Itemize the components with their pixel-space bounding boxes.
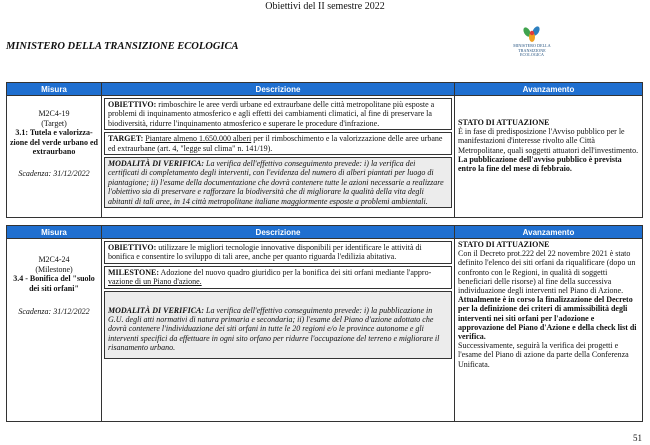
measure-type: (Milestone) [35,264,73,274]
measure-type: (Target) [41,118,67,128]
ministry-logo [512,24,552,58]
obiettivo-box [104,241,452,264]
avanzamento-cell-2 [455,239,643,422]
modalita-label: MODALITÀ DI VERIFICA: [108,305,205,315]
header-misura: Misura [7,226,102,239]
page-number: 51 [633,433,642,443]
milestone-label: MILESTONE: [108,267,159,277]
measure-deadline: Scadenza: 31/12/2022 [18,307,90,316]
obiettivo-text: utilizzare le migliori tecnologie innovative disponibili per identificare le attività di bonifica e consentire lo sviluppo di tali aree, anche per quanto riguarda l'edilizia abitativa. [108,243,422,262]
measure-code: M2C4-24 [38,255,70,264]
obiettivo-text: rimboschire le aree verdi urbane ed extraurbane delle città metropolitane più esposte a problemi di inquinamento atmosferico e agli effetti dei cambiamenti climatici, al fine di preservare la biodiversità, ridurre l'inquinamento atmosferico e superare le procedure d'infrazione. [108,100,435,128]
stato-bold: La pubblicazione dell'avviso pubblico è prevista entro la fine del mese di febbraio. [458,154,622,174]
avanzamento-cell-1 [455,96,643,218]
obiettivo-label: OBIETTIVO: [108,243,157,252]
stato-text-2-bold: è in corso la finalizzazione del Decreto per la definizione dei criteri di ammissibilità degli interventi nei siti orfani per l'adozione e approvazione del Piano d'Azione e della check list di verifica. [458,295,637,342]
modalita-label: MODALITÀ DI VERIFICA: [108,159,205,169]
page-header: Obiettivi del II semestre 2022 [265,1,385,12]
misura-cell-1 [7,96,102,218]
modalita-text: La verifica dell'effettivo conseguimento prevede: i) la verifica dei certificati di completamento degli interventi, con l'evidenza del numero di alberi piantati per luogo di piantagione; ii) l'esame della documentazione che dovrà contenere tutte le azioni necessarie a realizzare l'obiettivo sia di preservare e rafforzare la biodiversità che di migliorare la qualità della vita degli abitanti di tali aree, in 14 città metropolitane italiane maggiormente esposte a problemi ambientali. [108,159,444,206]
target-text: per il rimboschimento e la valorizzazione delle aree urbane ed extraurbane (art. 4, "legge sul clima" n. 141/19). [108,134,443,153]
header-descrizione: Descrizione [102,83,455,96]
header-avanzamento: Avanzamento [455,83,643,96]
milestone-text: Adozione del nuovo quadro giuridico per la bonifica dei siti orfani mediante l'appro- [160,267,432,277]
stato-label: STATO DI ATTUAZIONE [458,118,550,127]
obiettivo-label: OBIETTIVO: [108,100,157,109]
logo-text-1: MINISTERO DELLA [513,43,551,48]
milestone-underlined: vazione di un Piano d'azione. [108,277,202,287]
measure-table-2 [6,225,643,422]
logo-text-2: TRANSIZIONE ECOLOGICA [518,47,546,57]
target-box [104,132,452,155]
ministry-title: MINISTERO DELLA TRANSIZIONE ECOLOGICA [6,41,239,52]
header-misura: Misura [7,83,102,96]
stato-text-1: Con il Decreto prot.222 del 22 novembre 2021 è stato definito l'elenco dei siti orfani da riqualificare (dopo un confronto con le Regioni, in qualità di soggetti beneficiari delle risorse) al fine della successiva individuazione degli interventi nel Piano di Azione. [458,249,636,296]
stato-text-3: Successivamente, seguirà la verifica dei progetti e l'esame del Piano di azione da parte della Conferenza Unificata. [458,341,629,369]
milestone-box [104,266,452,289]
measure-code: M2C4-19 [38,109,70,118]
modalita-box [104,157,452,208]
measure-table-1 [6,82,643,218]
obiettivo-box [104,98,452,130]
description-cell-2 [102,239,455,422]
header-avanzamento: Avanzamento [455,226,643,239]
stato-label: STATO DI ATTUAZIONE [458,240,550,249]
stato-text: È in fase di predisposizione l'Avviso pubblico per le manifestazioni d'interesse rivolto alle Città Metropolitane, quali soggetti attuatori dell'investimento. [458,127,639,155]
description-cell-1 [102,96,455,218]
target-underlined: Piantare almeno 1.650.000 alberi [145,134,252,144]
misura-cell-2 [7,239,102,422]
modalita-box [104,291,452,359]
measure-title: 3.1: Tutela e valorizza-zione del verde urbano ed extraurbano [10,128,98,156]
header-descrizione: Descrizione [102,226,455,239]
leaf-star-icon [521,24,543,44]
measure-title: 3.4 - Bonifica del "suolo dei siti orfani" [13,274,95,293]
modalita-text: La verifica dell'effettivo conseguimento prevede: i) la pubblicazione in G.U. degli atti normativi di natura primaria e secondaria; ii) l'esame del Piano d'azione adottato che dovrà contenere l'individuazione dei siti orfani in tutte le 20 regioni e/o le province autonome e gli interventi specifici da effettuare in ogni sito orfano per ridurre l'occupazione del terreno e migliorare il risanamento urbano. [108,305,440,353]
stato-text-2-lead: Attualmente [458,295,501,305]
target-label: TARGET: [108,134,144,144]
measure-deadline: Scadenza: 31/12/2022 [18,168,90,178]
stato-text-2 [458,295,639,341]
